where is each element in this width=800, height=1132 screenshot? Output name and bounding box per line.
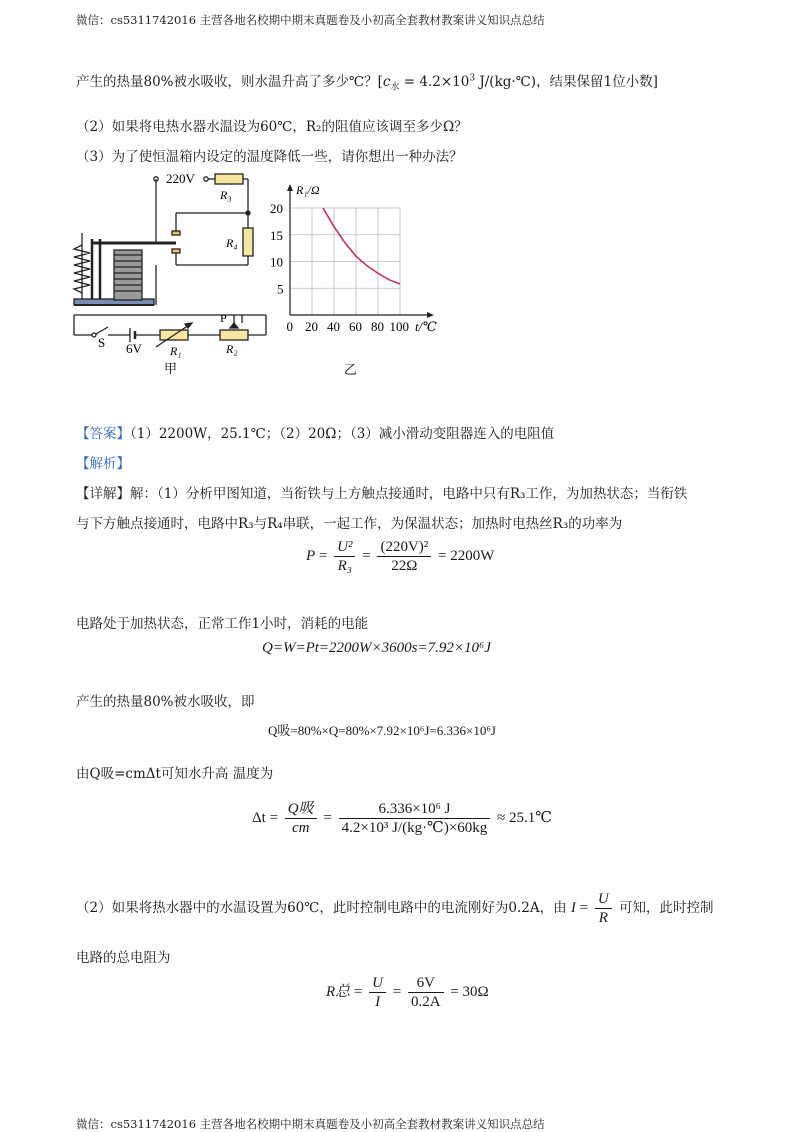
eq-delta-frac1: $\frac{\text{Q吸}}{cm}$ bbox=[285, 800, 317, 837]
y-tick-label: 15 bbox=[270, 227, 283, 243]
x-axis-label: t/℃ bbox=[415, 319, 437, 334]
detail-line-7: 电路的总电阻为 bbox=[76, 950, 171, 966]
specific-heat-unit: J/(kg·℃) bbox=[475, 74, 537, 90]
specific-heat-sub: 水 bbox=[390, 82, 400, 93]
label-220v: 220V bbox=[166, 171, 195, 186]
eq-rtotal-frac1: $\frac{U}{I}$ bbox=[369, 974, 386, 1011]
x-tick-label: 20 bbox=[305, 319, 318, 334]
eq-power-result: = 2200W bbox=[438, 547, 495, 564]
question-2: （2）如果将电热水器水温设为60℃，R₂的阻值应该调至多少Ω？ bbox=[76, 119, 468, 135]
power-equation: P = $\frac{\text{U²}}{\text{R₃}}$ = $\frac{\text{(220V)²}}{22\Omega}$ = 2200W bbox=[306, 539, 495, 574]
detail-line-5: 由Q吸=cmΔt可知水升高 温度为 bbox=[76, 766, 274, 782]
label-r4: R₄ bbox=[226, 236, 238, 250]
label-r2: R₂ bbox=[226, 342, 238, 356]
x-tick-label: 60 bbox=[349, 319, 362, 334]
y-tick-label: 5 bbox=[277, 281, 284, 297]
detail-line-3: 电路处于加热状态，正常工作1小时，消耗的电能 bbox=[76, 616, 369, 632]
detail-line-6 bbox=[76, 890, 714, 927]
question-text-end: ，结果保留1位小数] bbox=[536, 74, 658, 90]
eq-rtotal-result: = 30Ω bbox=[450, 983, 489, 1000]
r-total-equation: R总 = $\frac{U}{I}$ = $\frac{6V}{0.2A}$ = 30Ω bbox=[326, 975, 489, 1010]
detail-line-1 bbox=[76, 482, 687, 502]
specific-heat-value: = 4.2×10 bbox=[399, 74, 470, 90]
label-6v: 6V bbox=[126, 341, 142, 356]
specific-heat-exp: 3 bbox=[469, 73, 476, 84]
caption-yi: 乙 bbox=[344, 362, 358, 377]
y-tick-label: 10 bbox=[270, 254, 283, 270]
y-tick-label: 20 bbox=[270, 201, 283, 216]
answer-text: （1）2200W，25.1℃；（2）20Ω；（3）减小滑动变阻器连入的电阻值 bbox=[130, 426, 555, 442]
circuit-diagram bbox=[70, 165, 270, 380]
label-s: S bbox=[98, 335, 106, 350]
caption-jia: 甲 bbox=[164, 361, 178, 376]
question-line-1 bbox=[76, 70, 658, 93]
page-header: 微信：cs5311742016 主营各地名校期中期末真题卷及小初高全套教材教案讲义知识点总结 bbox=[76, 13, 545, 27]
specific-heat-symbol: c bbox=[382, 74, 391, 90]
eq-delta-result: ≈ 25.1℃ bbox=[497, 809, 553, 826]
x-tick-label: 0 bbox=[286, 319, 293, 334]
detail-line-4: 产生的热量80%被水吸收，即 bbox=[76, 694, 255, 710]
eq-rtotal-lhs: R总 bbox=[326, 983, 351, 1000]
delta-t-equation: Δt = $\frac{\text{Q吸}}{cm}$ = $\frac{\text{6.336×10⁶ J}}{\text{4.2×10³ J/(kg·℃)×60kg}}$ ≈ 25.1℃ bbox=[252, 801, 553, 836]
ohm-law: I = $\frac{U}{R}$ bbox=[571, 900, 615, 916]
x-axis-arrow bbox=[427, 312, 434, 318]
answer-tag: 【答案】 bbox=[76, 426, 130, 442]
resistance-temperature-chart bbox=[270, 170, 460, 380]
y-axis-label: R₁/Ω bbox=[296, 183, 320, 197]
y-axis-arrow bbox=[287, 184, 293, 191]
series-line bbox=[323, 208, 400, 284]
energy-equation: Q=W=Pt=2200W×3600s=7.92×10⁶J bbox=[262, 640, 491, 656]
eq-power-frac2: $\frac{\text{(220V)²}}{22\Omega}$ bbox=[377, 538, 431, 575]
detail-p6a: （2）如果将热水器中的水温设置为60℃，此时控制电路中的电流刚好为0.2A，由 bbox=[76, 899, 567, 916]
analysis-tag: 【解析】 bbox=[76, 456, 130, 472]
question-text: 产生的热量80%被水吸收，则水温升高了多少℃？[ bbox=[76, 74, 383, 90]
x-tick-label: 100 bbox=[389, 319, 409, 334]
question-3: （3）为了使恒温箱内设定的温度降低一些，请你想出一种办法？ bbox=[76, 149, 463, 165]
eq-delta-lhs: Δt bbox=[252, 809, 266, 826]
label-p: P bbox=[220, 311, 227, 325]
page-footer: 微信：cs5311742016 主营各地名校期中期末真题卷及小初高全套教材教案讲义知识点总结 bbox=[76, 1117, 545, 1131]
detail-p1: 解：（1）分析甲图知道，当衔铁与上方触点接通时，电路中只有R₃工作，为加热状态；当衔铁 bbox=[130, 486, 688, 502]
detail-tag: 【详解】 bbox=[76, 486, 130, 502]
answer-line bbox=[76, 422, 554, 442]
label-r3: R₃ bbox=[220, 188, 232, 202]
detail-line-2: 与下方触点接通时，电路中R₃与R₄串联，一起工作，为保温状态；加热时电热丝R₃的功率为 bbox=[76, 516, 623, 532]
detail-p6b: 可知，此时控制 bbox=[619, 899, 714, 916]
eq-delta-frac2: $\frac{\text{6.336×10⁶ J}}{\text{4.2×10³ J/(kg·℃)×60kg}}$ bbox=[339, 800, 491, 837]
label-r1: R₁ bbox=[170, 344, 182, 358]
eq-power-frac1: $\frac{\text{U²}}{\text{R₃}}$ bbox=[334, 538, 355, 575]
absorb-equation: Q吸=80%×Q=80%×7.92×10⁶J=6.336×10⁶J bbox=[268, 723, 496, 738]
x-tick-label: 40 bbox=[327, 319, 340, 334]
eq-power-lhs: P bbox=[306, 547, 316, 564]
eq-rtotal-frac2: $\frac{6V}{0.2A}$ bbox=[408, 974, 444, 1011]
x-tick-label: 80 bbox=[371, 319, 384, 334]
